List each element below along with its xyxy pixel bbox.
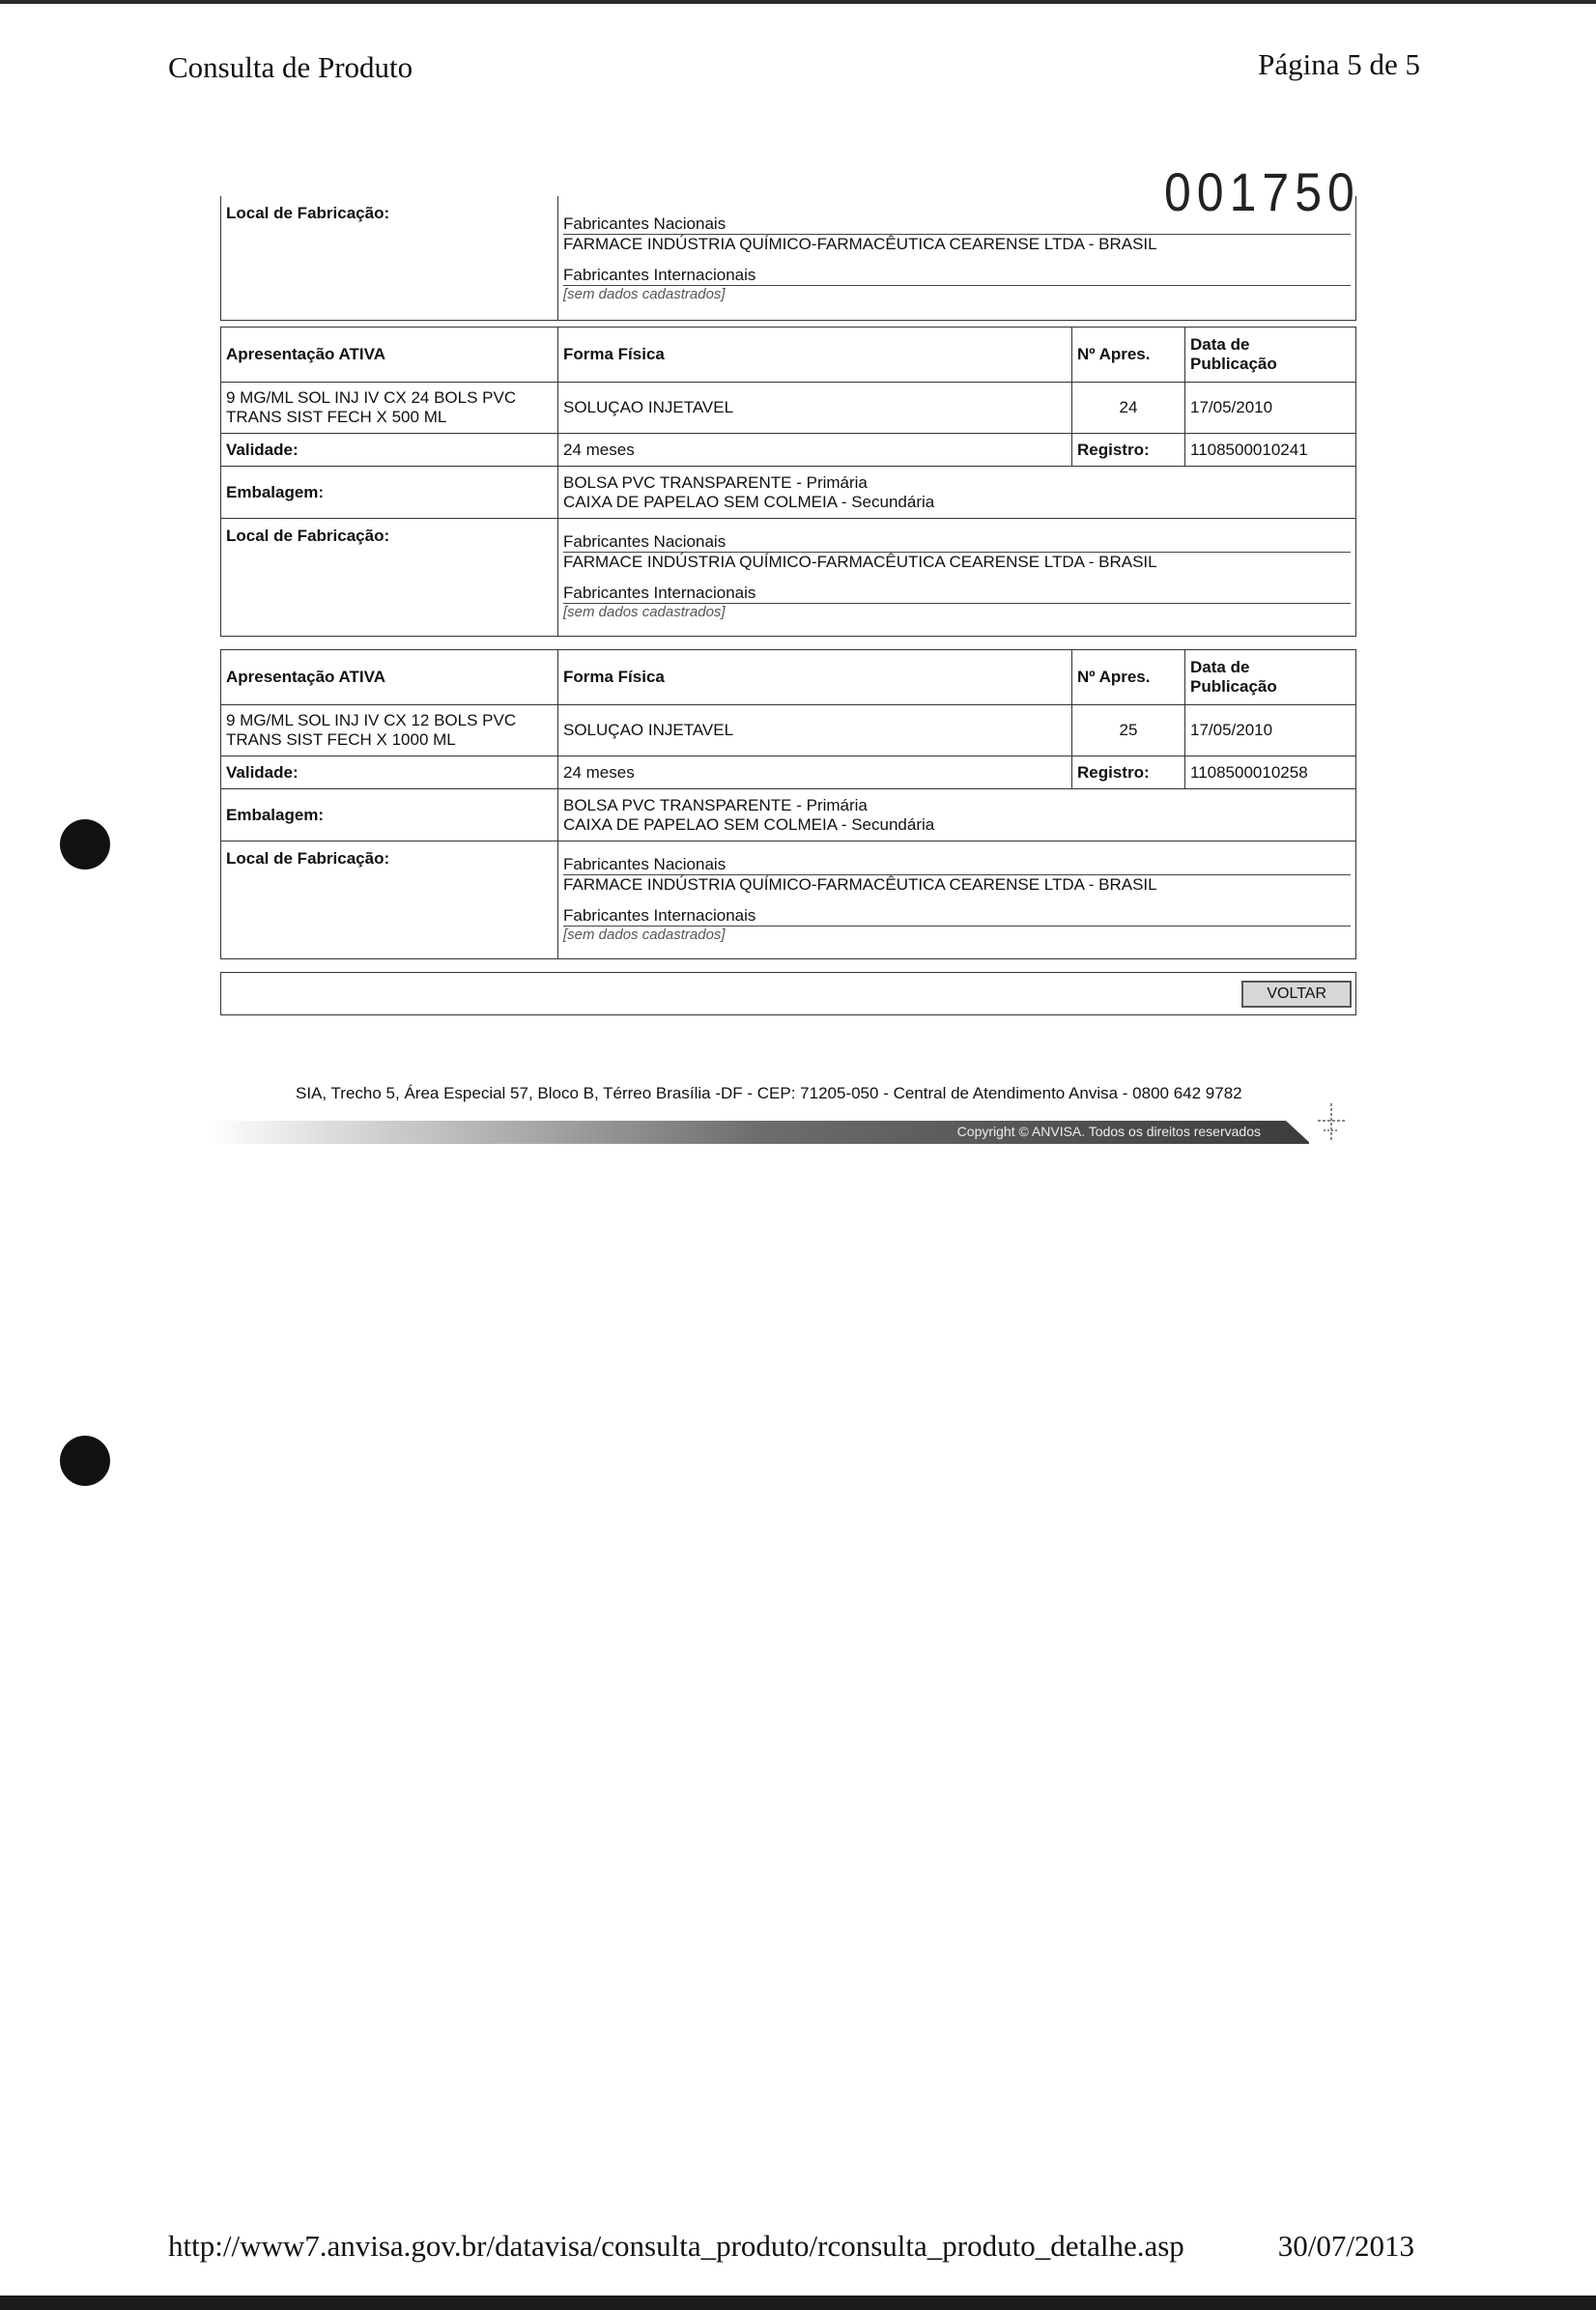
n-apres-header: Nº Apres. [1072, 650, 1185, 705]
fab-internacionais-title: Fabricantes Internacionais [563, 906, 1351, 927]
data-publicacao-header: Data de Publicação [1185, 650, 1356, 705]
registro-label: Registro: [1072, 434, 1185, 467]
voltar-button[interactable]: VOLTAR [1241, 981, 1352, 1008]
scan-edge-bottom [0, 2296, 1596, 2310]
fab-nacionais-title: Fabricantes Nacionais [563, 532, 1351, 553]
validade-label: Validade: [221, 756, 558, 789]
forma-fisica-header: Forma Física [558, 328, 1072, 383]
copyright-text: Copyright © ANVISA. Todos os direitos reservados [956, 1124, 1261, 1139]
n-apres-value: 24 [1072, 383, 1185, 434]
forma-fisica-value: SOLUÇAO INJETAVEL [558, 383, 1072, 434]
apresentacao-header: Apresentação ATIVA [221, 328, 558, 383]
forma-fisica-value: SOLUÇAO INJETAVEL [558, 705, 1072, 756]
local-value [558, 519, 1356, 637]
apresentacao-desc: 9 MG/ML SOL INJ IV CX 24 BOLS PVC TRANS SIST FECH X 500 ML [221, 383, 558, 434]
local-label: Local de Fabricação: [221, 841, 558, 959]
validade-label: Validade: [221, 434, 558, 467]
fab-nacional-name: FARMACE INDÚSTRIA QUÍMICO-FARMACÊUTICA CEARENSE LTDA - BRASIL [563, 235, 1157, 253]
print-header-title: Consulta de Produto [168, 50, 413, 84]
presentation-block [220, 649, 1356, 959]
registro-label: Registro: [1072, 756, 1185, 789]
registro-value: 1108500010258 [1185, 756, 1356, 789]
n-apres-value: 25 [1072, 705, 1185, 756]
document-stamp-number: 001750 [1164, 161, 1360, 223]
forma-fisica-header: Forma Física [558, 650, 1072, 705]
data-publicacao-value: 17/05/2010 [1185, 705, 1356, 756]
embalagem-label: Embalagem: [221, 467, 558, 519]
fab-internacionais-title: Fabricantes Internacionais [563, 584, 1351, 604]
copyright-bar [208, 1121, 1309, 1144]
voltar-bar [220, 972, 1356, 1015]
n-apres-header: Nº Apres. [1072, 328, 1185, 383]
local-label: Local de Fabricação: [221, 196, 558, 320]
fab-internacional-empty: [sem dados cadastrados] [563, 604, 726, 620]
punch-hole [60, 819, 110, 870]
embalagem-label: Embalagem: [221, 789, 558, 841]
bar-end-notch [1286, 1121, 1311, 1144]
crosshair-icon [1314, 1101, 1349, 1144]
data-publicacao-header: Data de Publicação [1185, 328, 1356, 383]
local-label: Local de Fabricação: [221, 519, 558, 637]
embalagem-value: BOLSA PVC TRANSPARENTE - Primária CAIXA DE PAPELAO SEM COLMEIA - Secundária [558, 467, 1356, 519]
footer-address: SIA, Trecho 5, Área Especial 57, Bloco B, Térreo Brasília -DF - CEP: 71205-050 - Central de Atendimento Anvisa - 0800 642 9782 [296, 1084, 1242, 1102]
local-value [558, 841, 1356, 959]
local-value [558, 196, 1356, 320]
punch-hole [60, 1436, 110, 1486]
embalagem-value: BOLSA PVC TRANSPARENTE - Primária CAIXA DE PAPELAO SEM COLMEIA - Secundária [558, 789, 1356, 841]
registro-value: 1108500010241 [1185, 434, 1356, 467]
fab-nacional-name: FARMACE INDÚSTRIA QUÍMICO-FARMACÊUTICA CEARENSE LTDA - BRASIL [563, 553, 1157, 571]
fab-nacionais-title: Fabricantes Nacionais [563, 855, 1351, 875]
voltar-cell [221, 973, 1356, 1015]
scan-edge-top [0, 0, 1596, 4]
fab-internacionais-title: Fabricantes Internacionais [563, 266, 1351, 286]
fab-nacional-name: FARMACE INDÚSTRIA QUÍMICO-FARMACÊUTICA CEARENSE LTDA - BRASIL [563, 875, 1157, 894]
validade-value: 24 meses [558, 756, 1072, 789]
print-footer-url: http://www7.anvisa.gov.br/datavisa/consulta_produto/rconsulta_produto_detalhe.asp [168, 2229, 1184, 2263]
fab-internacional-empty: [sem dados cadastrados] [563, 927, 726, 943]
fab-internacional-empty: [sem dados cadastrados] [563, 286, 726, 302]
data-publicacao-value: 17/05/2010 [1185, 383, 1356, 434]
top-local-fabricacao [220, 196, 1356, 321]
fab-nacionais-title: Fabricantes Nacionais [563, 214, 1351, 235]
validade-value: 24 meses [558, 434, 1072, 467]
presentation-block [220, 327, 1356, 637]
print-header-page: Página 5 de 5 [1258, 47, 1420, 81]
apresentacao-header: Apresentação ATIVA [221, 650, 558, 705]
print-footer-date: 30/07/2013 [1277, 2229, 1414, 2263]
apresentacao-desc: 9 MG/ML SOL INJ IV CX 12 BOLS PVC TRANS SIST FECH X 1000 ML [221, 705, 558, 756]
